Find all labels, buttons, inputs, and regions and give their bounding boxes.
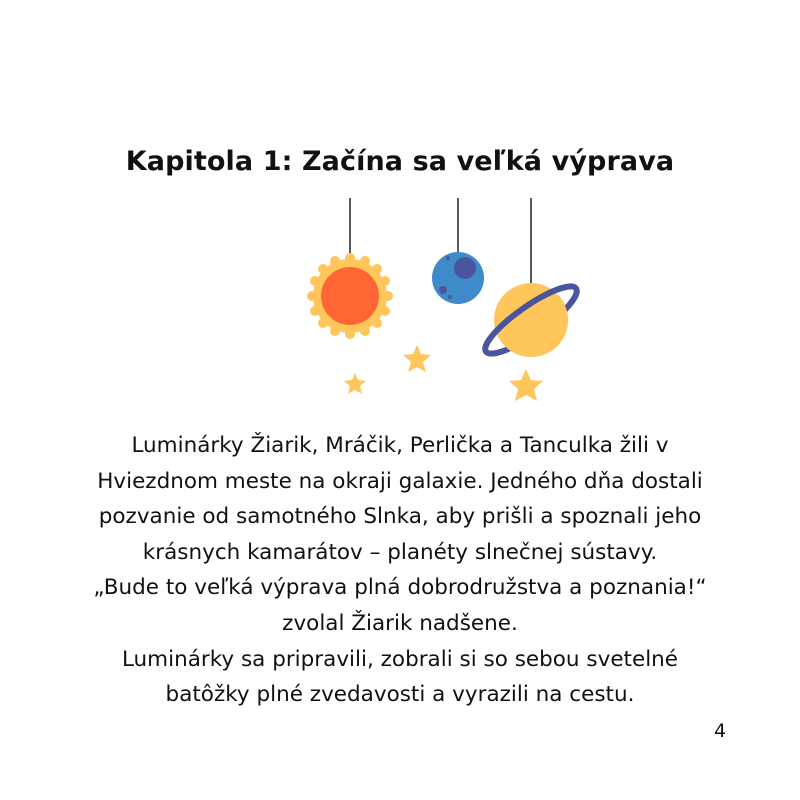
paragraph-line: Luminárky Žiarik, Mráčik, Perlička a Tanculka žili v [131, 433, 669, 458]
star-icon [509, 369, 543, 401]
star-icon [403, 345, 431, 372]
page-number: 4 [713, 720, 727, 742]
ringed-planet-icon [478, 277, 584, 372]
paragraph-line: zvolal Žiarik nadšene. [282, 610, 518, 636]
paragraph-line: pozvanie od samotného Slnka, aby prišli a spoznali jeho [98, 504, 702, 530]
paragraph-line: Luminárky sa pripravili, zobrali si so sebou svetelné [121, 646, 679, 672]
paragraph-line: Hviezdnom meste na okraji galaxie. Jedného dňa dostali [97, 468, 703, 494]
story-paragraph [60, 428, 740, 713]
blue-planet-icon [432, 252, 484, 304]
paragraph-line: krásnych kamarátov – planéty slnečnej sústavy. [142, 539, 658, 565]
chapter-title: Kapitola 1: Začína sa veľká výprava [125, 146, 675, 177]
space-illustration [300, 198, 600, 418]
paragraph-line: „Bude to veľká výprava plná dobrodružstva a poznania!“ [93, 575, 707, 601]
sun-icon [307, 253, 393, 339]
paragraph-line: batôžky plné zvedavosti a vyrazili na cestu. [165, 682, 635, 708]
star-icon [344, 373, 366, 394]
